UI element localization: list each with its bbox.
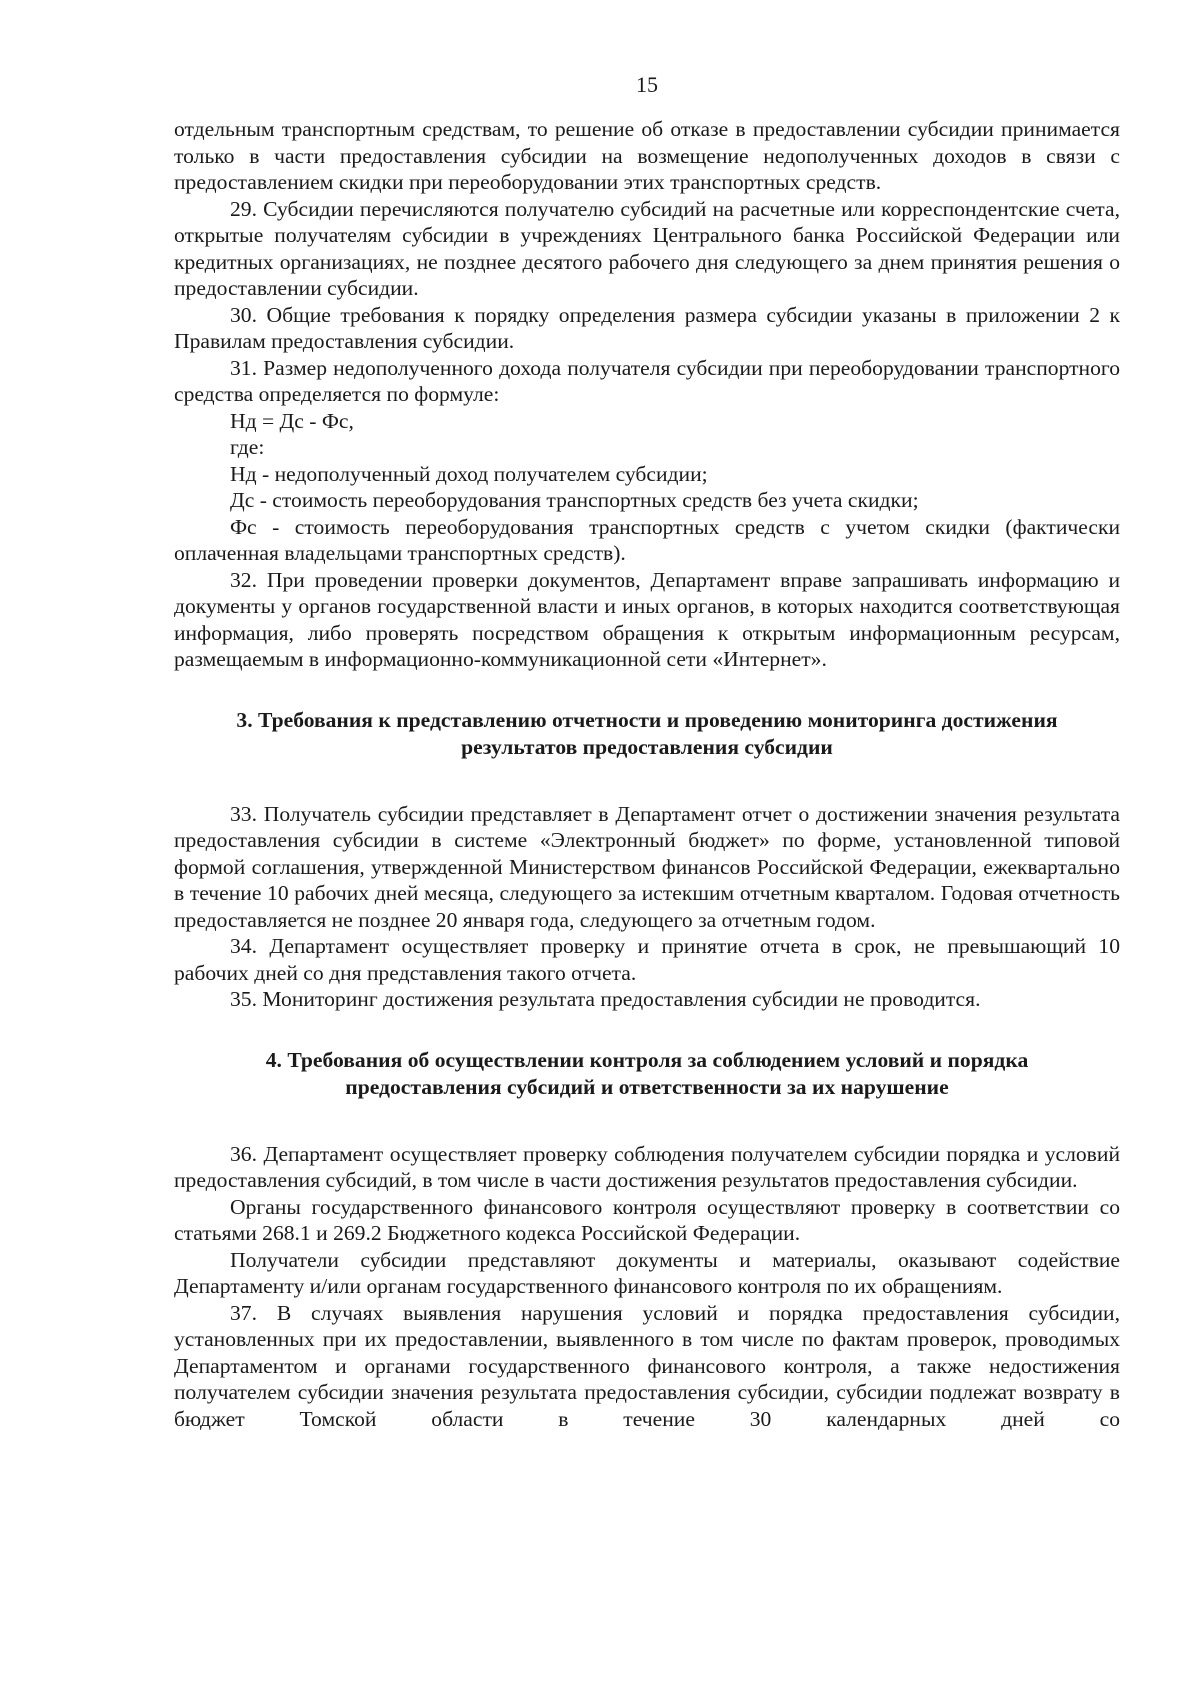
formula: Нд = Дс - Фс,	[230, 408, 354, 433]
paragraph-32: 32. При проведении проверки документов, Департамент вправе запрашивать информацию и документы у органов государственной власти и иных органов, в которых находится соответствующая информация, либо проверять посредством обращения к открытым информационным ресурсам, размещаемым в информационно-коммуникационной сети «Интернет».	[174, 567, 1120, 671]
formula-where: где:	[230, 435, 265, 459]
section-4-title-line2: предоставления субсидий и ответственности за их нарушение	[345, 1074, 949, 1099]
definition-ds: Дс - стоимость переоборудования транспортных средств без учета скидки;	[230, 488, 919, 512]
paragraph-continuation: отдельным транспортным средствам, то решение об отказе в предоставлении субсидии принимается только в части предоставления субсидии на возмещение недополученных доходов в связи с предоставлением скидки при переоборудовании этих транспортных средств.	[174, 117, 1120, 194]
paragraph-36-control: Органы государственного финансового контроля осуществляют проверку в соответствии со статьями 268.1 и 269.2 Бюджетного кодекса Российской Федерации.	[174, 1194, 1120, 1245]
page-number: 15	[636, 72, 658, 97]
paragraph-36-recipients: Получатели субсидии представляют документы и материалы, оказывают содействие Департаменту и/или органам государственного финансового контроля по их обращениям.	[174, 1247, 1120, 1298]
paragraph-33: 33. Получатель субсидии представляет в Департамент отчет о достижении значения результата предоставления субсидии в системе «Электронный бюджет» по форме, установленной типовой формой соглашения, утвержденной Министерством финансов Российской Федерации, ежеквартально в течение 10 рабочих дней месяца, следующего за истекшим отчетным кварталом. Годовая отчетность предоставляется не позднее 20 января года, следующего за отчетным годом.	[174, 801, 1120, 932]
section-3-title-line2: результатов предоставления субсидии	[461, 734, 833, 759]
section-4-heading	[174, 1047, 1120, 1101]
section-3-heading	[174, 707, 1120, 761]
paragraph-31: 31. Размер недополученного дохода получателя субсидии при переоборудовании транспортного средства определяется по формуле:	[174, 355, 1120, 406]
paragraph-35: 35. Мониторинг достижения результата предоставления субсидии не проводится.	[230, 987, 981, 1011]
definition-nd: Нд - недополученный доход получателем субсидии;	[230, 461, 708, 486]
paragraph-37: 37. В случаях выявления нарушения условий и порядка предоставления субсидии, установленных при их предоставлении, выявленного в том числе по фактам проверок, проводимых Департаментом и органами государственного финансового контроля, а также недостижения получателем субсидии значения результата предоставления субсидии, субсидии подлежат возврату в бюджет Томской области в течение 30 календарных дней со	[174, 1300, 1120, 1431]
paragraph-30: 30. Общие требования к порядку определения размера субсидии указаны в приложении 2 к Правилам предоставления субсидии.	[174, 302, 1120, 353]
section-3-title-line1: 3. Требования к представлению отчетности и проведению мониторинга достижения	[236, 707, 1058, 732]
paragraph-34: 34. Департамент осуществляет проверку и принятие отчета в срок, не превышающий 10 рабочих дней со дня представления такого отчета.	[174, 934, 1120, 985]
paragraph-36: 36. Департамент осуществляет проверку соблюдения получателем субсидии порядка и условий предоставления субсидий, в том числе в части достижения результатов предоставления субсидии.	[174, 1141, 1120, 1192]
section-4-title-line1: 4. Требования об осуществлении контроля за соблюдением условий и порядка	[265, 1047, 1029, 1072]
definition-fs: Фс - стоимость переоборудования транспортных средств с учетом скидки (фактически оплаченная владельцами транспортных средств).	[174, 514, 1120, 565]
paragraph-29: 29. Субсидии перечисляются получателю субсидий на расчетные или корреспондентские счета, открытые получателям субсидии в учреждениях Центрального банка Российской Федерации или кредитных организациях, не позднее десятого рабочего дня следующего за днем принятия решения о предоставлении субсидии.	[174, 196, 1120, 300]
